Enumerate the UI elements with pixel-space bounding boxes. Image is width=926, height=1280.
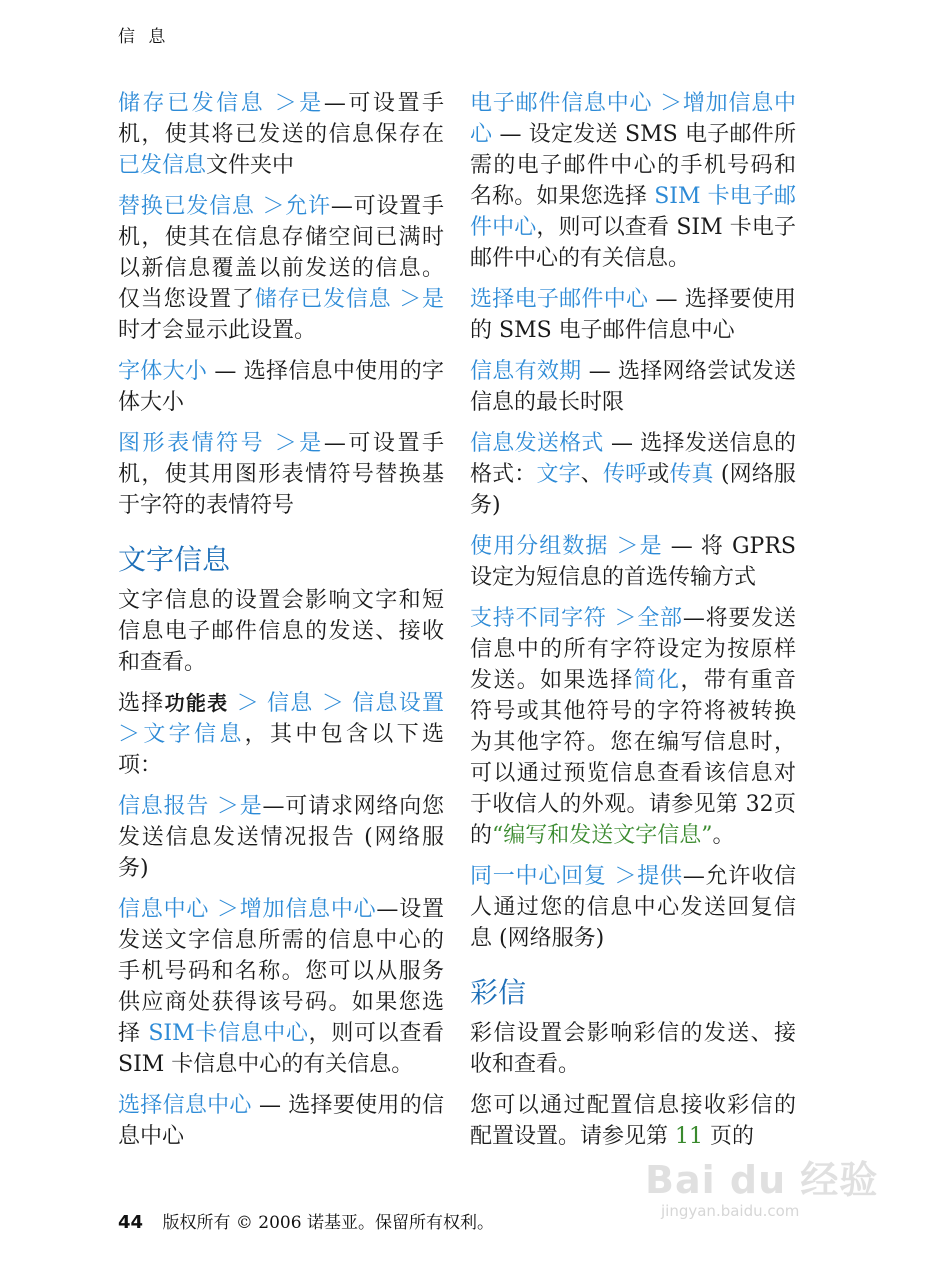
setting-desc: — 设定发送 SMS 电子邮件所需的电子邮件中心的手机号码和名称。如果您选择 [470,122,796,209]
setting-desc: —允许收信人通过您的信息中心发送回复信息 (网络服务) [470,864,796,951]
setting-replace-sent [118,191,444,346]
menu-path: 信息有效期 [470,359,582,384]
setting-email-center [470,88,796,274]
section-heading-text-messages: 文字信息 [118,543,231,576]
setting-desc: 文件夹中 [206,153,295,178]
menu-path: 信息中心 ＞增加信息中心 [118,897,377,922]
setting-send-format [470,428,796,521]
page-footer [118,1208,494,1233]
watermark-logo: Bai du 经验 [645,1158,879,1202]
setting-desc: 、 [580,462,603,487]
menu-path: 支持不同字符 ＞全部 [470,606,683,631]
setting-desc: — 选择网络尝试发送信息的最长时限 [470,359,796,415]
left-column [118,88,444,1162]
setting-desc: 。 [712,823,735,848]
running-header: 信 息 [118,27,170,47]
setting-desc: —可请求网络向您发送信息发送情况报告 (网络服务) [118,794,444,881]
menu-path: 同一中心回复 ＞提供 [470,864,683,889]
right-column [470,88,796,1162]
baidu-jingyan-watermark [645,1158,895,1248]
menu-path: 选择电子邮件中心 [470,287,649,312]
section-heading-mms: 彩信 [470,976,527,1009]
nav-text: ，其中包含以下选项： [118,722,444,778]
config-paragraph [470,1090,796,1152]
menu-term: 储存已发信息 ＞是 [254,287,444,312]
setting-desc: — 将 GPRS 设定为短信息的首选传输方式 [470,534,796,590]
setting-desc: ，带有重音符号或其他符号的字符将被转换为其他字符。您在编写信息时，可以通过预览信息查看该信息对于收信人的外观。请参见第 32页的 [470,668,796,848]
setting-select-email-center [470,284,796,346]
setting-delivery-report [118,791,444,884]
menu-term: 文字 [536,462,581,487]
menu-navigation [118,688,444,781]
menu-path: 电子邮件信息中心 ＞增加信息中心 [470,91,796,147]
menu-path: 信息报告 ＞是 [118,794,263,819]
setting-desc: 时才会显示此设置。 [118,318,317,343]
paragraph-text: 页的 [703,1124,754,1149]
menu-path: 字体大小 [118,359,208,384]
menu-term: 已发信息 [118,153,207,178]
menu-path: 使用分组数据 ＞是 [470,534,663,559]
setting-save-sent [118,88,444,181]
section-intro: 文字信息的设置会影响文字和短信息电子邮件信息的发送、接收和查看。 [118,588,444,675]
setting-validity [470,356,796,418]
menu-path: 替换已发信息 ＞允许 [118,194,331,219]
cross-reference: “编写和发送文字信息” [492,823,713,848]
setting-font-size [118,356,444,418]
watermark-url: jingyan.baidu.com [661,1202,800,1220]
menu-term: SIM 卡电子邮件中心 [470,184,796,240]
setting-character-support [470,603,796,851]
menu-path: 图形表情符号 ＞是 [118,431,324,456]
menu-term: 简化 [633,668,681,693]
setting-packet-data [470,531,796,593]
setting-select-center [118,1090,444,1152]
setting-desc: (网络服务) [470,462,796,518]
setting-desc: — 选择要使用的 SMS 电子邮件信息中心 [470,287,796,343]
section-intro: 彩信设置会影响彩信的发送、接收和查看。 [470,1021,796,1077]
setting-desc: — 选择信息中使用的字体大小 [118,359,444,415]
nav-bold-term: 功能表 [164,691,229,715]
menu-term: SIM卡信息中心 [148,1021,309,1046]
menu-term: 传呼 [602,462,648,487]
setting-desc: ，则可以查看 SIM 卡信息中心的有关信息。 [118,1021,444,1077]
menu-path: 选择信息中心 [118,1093,252,1118]
setting-desc: —可设置手机，使其将已发送的信息保存在 [118,91,444,147]
setting-desc: —可设置手机，使其在信息存储空间已满时以新信息覆盖以前发送的信息。仅当您设置了 [118,194,444,312]
paragraph-text: 您可以通过配置信息接收彩信的配置设置。请参见第 [470,1093,796,1149]
page-reference: 11 [675,1124,703,1149]
setting-emoticons [118,428,444,521]
menu-term: 传真 [669,462,714,487]
setting-message-center [118,894,444,1080]
setting-reply-same-center [470,861,796,954]
menu-path: 储存已发信息 ＞是 [118,91,324,116]
setting-desc: —将要发送信息中的所有字符设定为按原样发送。如果选择 [470,606,796,693]
nav-text: 选择 [118,691,165,716]
setting-desc: —设置发送文字信息所需的信息中心的手机号码和名称。您可以从服务供应商处获得该号码。如果您选择 [118,897,444,1046]
copyright-notice: 版权所有 © 2006 诺基亚。保留所有权利。 [162,1213,494,1233]
setting-desc: — 选择发送信息的格式： [470,431,796,487]
menu-path: 信息发送格式 [470,431,604,456]
setting-desc: — 选择要使用的信息中心 [118,1093,444,1149]
page-number: 44 [118,1212,144,1233]
menu-path: ＞ 信息 ＞ 信息设置 ＞文字信息 [118,691,444,747]
setting-desc: ，则可以查看 SIM 卡电子邮件中心的有关信息。 [470,215,796,271]
setting-desc: —可设置手机，使其用图形表情符号替换基于字符的表情符号 [118,431,444,518]
setting-desc: 或 [647,462,670,487]
